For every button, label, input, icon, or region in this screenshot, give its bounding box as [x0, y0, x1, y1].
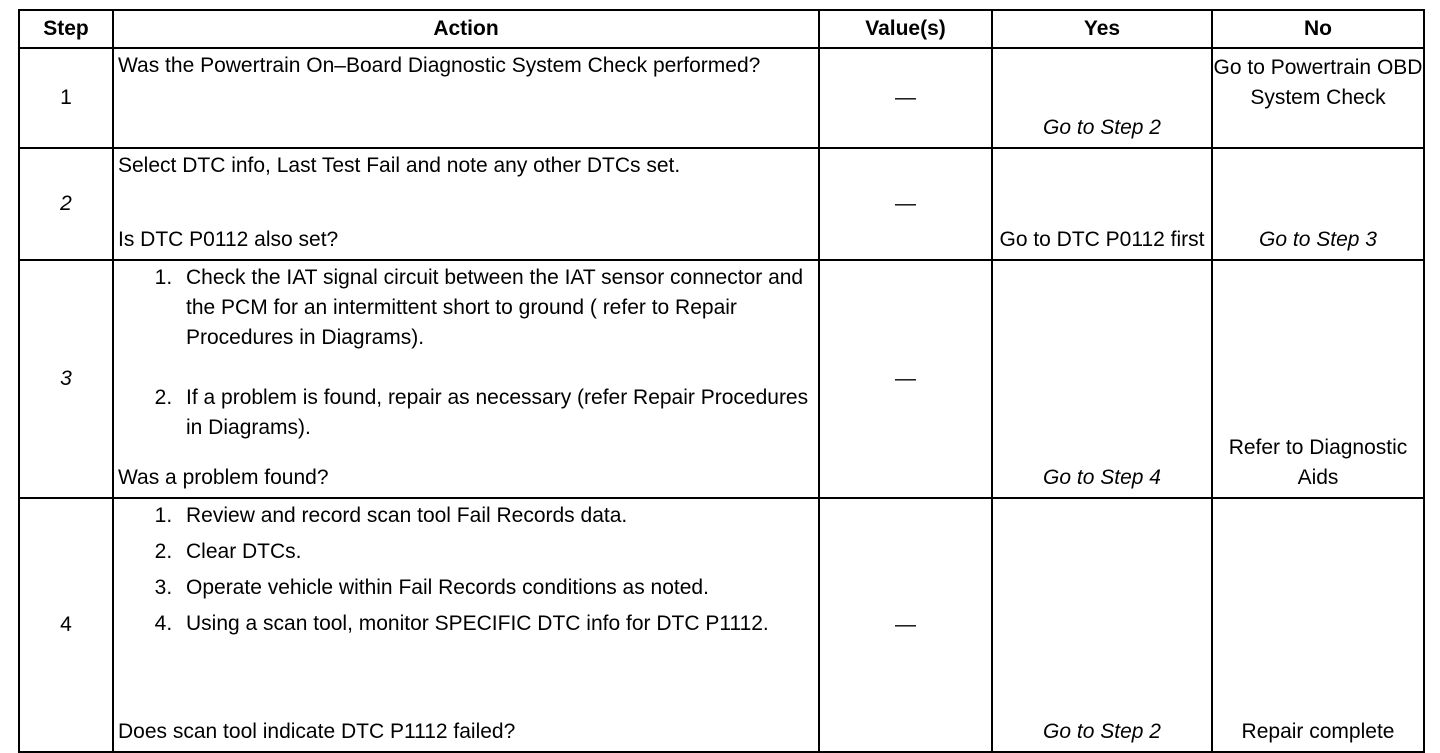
header-values: Value(s)	[819, 10, 992, 48]
no-result: Go to Step 3	[1259, 228, 1377, 251]
diagnostic-table	[18, 9, 1425, 753]
action-text: Was the Powertrain On–Board Diagnostic System Check performed?	[118, 54, 761, 77]
procedure-list	[118, 501, 810, 639]
action-cell	[113, 498, 819, 752]
header-step: Step	[19, 10, 113, 48]
list-item: 3. Operate vehicle within Fail Records conditions as noted.	[178, 573, 810, 603]
no-cell	[1212, 498, 1424, 752]
header-yes: Yes	[992, 10, 1212, 48]
header-no: No	[1212, 10, 1424, 48]
header-row	[19, 10, 1424, 48]
value-cell: —	[819, 260, 992, 498]
no-cell	[1212, 148, 1424, 260]
action-question: Does scan tool indicate DTC P1112 failed?	[118, 720, 516, 743]
list-item: 1. Check the IAT signal circuit between the IAT sensor connector and the PCM for an intermittent short to ground ( refer to Repair Procedures in Diagrams).	[178, 263, 810, 353]
list-item: 4. Using a scan tool, monitor SPECIFIC DTC info for DTC P1112.	[178, 609, 810, 639]
action-cell	[113, 48, 819, 148]
action-cell	[113, 148, 819, 260]
step-number: 3	[19, 260, 113, 498]
step-number: 2	[19, 148, 113, 260]
value-cell: —	[819, 498, 992, 752]
action-question: Was a problem found?	[118, 466, 329, 489]
value-cell: —	[819, 148, 992, 260]
list-item: 2. If a problem is found, repair as necessary (refer Repair Procedures in Diagrams).	[178, 383, 810, 443]
yes-result: Go to Step 2	[1043, 720, 1161, 743]
yes-result: Go to Step 2	[1043, 116, 1161, 139]
table-row-step-3	[19, 260, 1424, 498]
value-cell: —	[819, 48, 992, 148]
step-number: 4	[19, 498, 113, 752]
yes-result: Go to Step 4	[1043, 466, 1161, 489]
yes-result: Go to DTC P0112 first	[999, 228, 1205, 251]
no-cell	[1212, 48, 1424, 148]
no-result: Refer to Diagnostic Aids	[1228, 436, 1408, 489]
header-action: Action	[113, 10, 819, 48]
yes-cell	[992, 48, 1212, 148]
step-number: 1	[19, 48, 113, 148]
table-row-step-1	[19, 48, 1424, 148]
yes-cell	[992, 498, 1212, 752]
action-text: Select DTC info, Last Test Fail and note any other DTCs set.	[118, 154, 681, 177]
yes-cell	[992, 148, 1212, 260]
action-cell	[113, 260, 819, 498]
no-cell	[1212, 260, 1424, 498]
table-row-step-2	[19, 148, 1424, 260]
yes-cell	[992, 260, 1212, 498]
diagnostic-table-wrapper	[18, 9, 1423, 753]
procedure-list	[118, 263, 810, 443]
action-question: Is DTC P0112 also set?	[118, 228, 339, 251]
table-row-step-4	[19, 498, 1424, 752]
no-result: Go to Powertrain OBD System Check	[1213, 56, 1423, 109]
list-item: 2. Clear DTCs.	[178, 537, 810, 567]
no-result: Repair complete	[1241, 720, 1395, 743]
list-item: 1. Review and record scan tool Fail Records data.	[178, 501, 810, 531]
